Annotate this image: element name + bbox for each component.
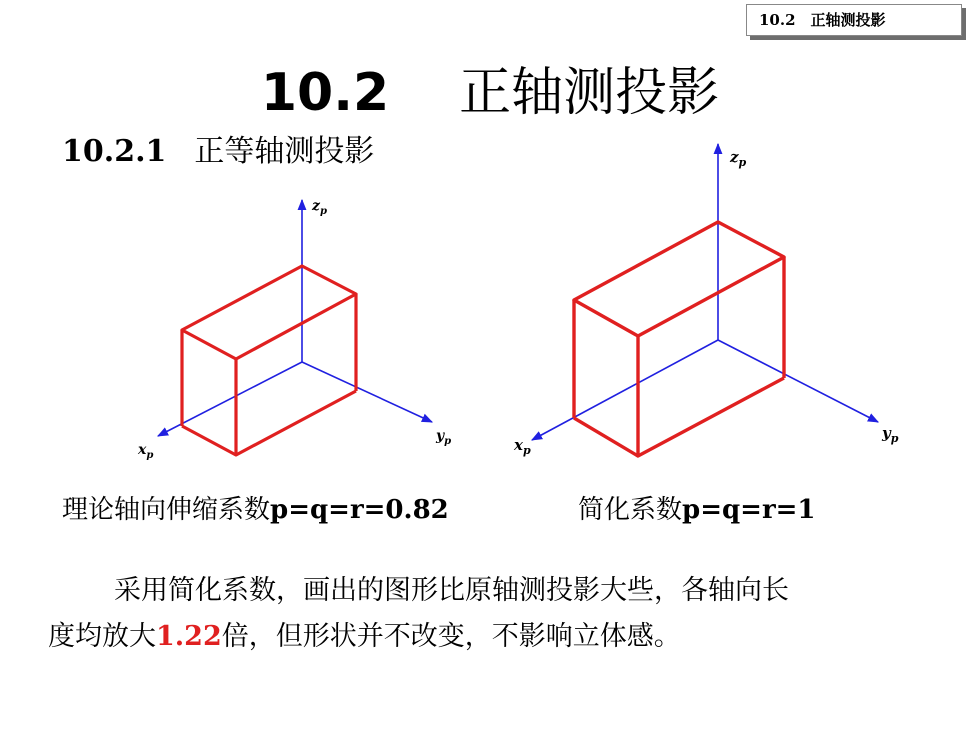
right-caption bbox=[578, 490, 816, 530]
subtitle-text: 正等轴测投影 bbox=[194, 134, 375, 169]
title-number: 10.2 bbox=[260, 63, 390, 123]
left-y-label: $y_p$ bbox=[436, 428, 452, 447]
left-z-label: $z_p$ bbox=[312, 198, 327, 217]
right-x-axis bbox=[532, 340, 718, 440]
paragraph-line-2-end: 倍，但形状并不改变，不影响立体感。 bbox=[221, 621, 681, 652]
left-x-axis bbox=[158, 362, 302, 436]
section-tag: 10.2 正轴测投影 bbox=[746, 4, 962, 36]
title-text: 正轴测投影 bbox=[459, 63, 720, 123]
explanation-paragraph bbox=[48, 568, 948, 660]
right-caption-text: 简化系数 bbox=[578, 495, 683, 525]
right-y-axis bbox=[718, 340, 878, 422]
left-caption-formula: p=q=r=0.82 bbox=[270, 495, 449, 525]
right-axes bbox=[532, 144, 878, 440]
left-figure bbox=[137, 198, 451, 461]
left-y-axis bbox=[302, 362, 432, 422]
right-y-label: $y_p$ bbox=[882, 424, 899, 445]
left-caption-text: 理论轴向伸缩系数 bbox=[62, 495, 271, 525]
paragraph-line-2-start: 度均放大 bbox=[48, 621, 156, 652]
left-caption bbox=[62, 490, 449, 530]
left-x-label: $x_p$ bbox=[138, 442, 154, 461]
left-axes bbox=[158, 200, 432, 436]
right-caption-formula: p=q=r=1 bbox=[682, 495, 816, 525]
right-x-label: $x_p$ bbox=[514, 436, 531, 457]
left-box bbox=[182, 266, 356, 455]
right-figure bbox=[513, 144, 899, 457]
right-z-label: $z_p$ bbox=[730, 148, 747, 169]
paragraph-highlight: 1.22 bbox=[156, 621, 222, 652]
right-box bbox=[574, 222, 784, 456]
subtitle-number: 10.2.1 bbox=[62, 134, 167, 169]
paragraph-line-1: 采用简化系数，画出的图形比原轴测投影大些，各轴向长 bbox=[114, 575, 789, 606]
